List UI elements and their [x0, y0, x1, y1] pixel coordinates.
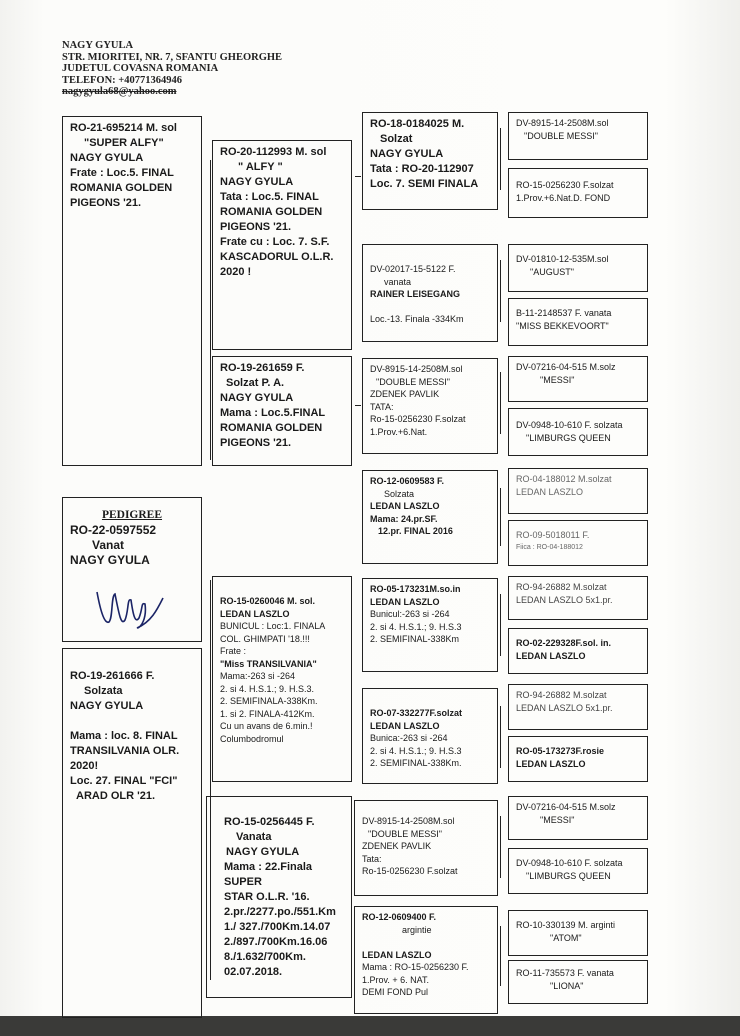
- dam-info-3: 2020!: [70, 760, 99, 772]
- sd-owner: NAGY GYULA: [220, 392, 294, 404]
- g4-4-line: "MISS BEKKEVOORT": [516, 320, 609, 331]
- dam-box: [62, 648, 202, 1018]
- dam-owner: NAGY GYULA: [70, 700, 144, 712]
- g3-8-line: Mama : RO-15-0256230 F.: [362, 962, 469, 972]
- dam-info-5: ARAD OLR '21.: [76, 790, 156, 802]
- dam-spacer: [70, 714, 194, 729]
- ds-info-2: COL. GHIMPATI '18.!!!: [220, 633, 310, 644]
- dam-color: Solzata: [84, 685, 123, 697]
- dd-ring: RO-15-0256445 F.: [224, 816, 315, 828]
- ss-info-1: Tata : Loc.5. FINAL: [220, 191, 319, 203]
- g3-7-ring: DV-8915-14-2508M.sol: [362, 816, 455, 826]
- g4-8-line: Fiica : RO-04-188012: [516, 543, 583, 551]
- dam-info-1: Mama : loc. 8. FINAL: [70, 730, 178, 742]
- g4-10-line: LEDAN LASZLO: [516, 650, 586, 661]
- ss-ring: RO-20-112993 M. sol: [220, 146, 327, 158]
- dd-info-2: SUPER: [224, 876, 262, 888]
- g3-2-line: Loc.-13. Finala -334Km: [370, 314, 464, 324]
- g4-2-line: 1.Prov.+6.Nat.D. FOND: [516, 192, 611, 203]
- g4-13-ring: DV-07216-04-515 M.solz: [516, 802, 616, 812]
- g3-3-line: TATA:: [370, 401, 394, 412]
- g4-12-line: LEDAN LASZLO: [516, 758, 586, 769]
- connector: [210, 160, 211, 460]
- dd-info-3: STAR O.L.R. '16.: [224, 891, 310, 903]
- dam-info-2: TRANSILVANIA OLR.: [70, 745, 180, 757]
- g3-box-6: [362, 688, 498, 784]
- g3-8-line: DEMI FOND Pul: [362, 987, 429, 997]
- g3-6-line: LEDAN LASZLO: [370, 720, 440, 731]
- ds-info-7: 2. SEMIFINALA-338Km.: [220, 696, 318, 706]
- breeder-street: STR. MIORITEI, NR. 7, SFANTU GHEORGHE: [62, 51, 283, 63]
- connector: [355, 176, 361, 177]
- connector: [500, 128, 501, 190]
- ds-info-6: 2. si 4. H.S.1.; 9. H.S.3.: [220, 683, 315, 694]
- g4-3-ring: DV-01810-12-535M.sol: [516, 254, 609, 264]
- g4-14-line: "LIMBURGS QUEEN: [526, 870, 611, 881]
- g3-5-line: LEDAN LASZLO: [370, 596, 440, 607]
- g4-16-line: "LIONA": [550, 980, 584, 991]
- g3-4-line: Mama: 24.pr.SF.: [370, 513, 438, 524]
- g4-8-ring: RO-09-5018011 F.: [516, 530, 590, 540]
- g3-box-1: [362, 112, 498, 210]
- pedigree-box: [62, 497, 202, 642]
- page-edge-shadow: [0, 1016, 740, 1036]
- ds-info-5: Mama:-263 si -264: [220, 671, 296, 681]
- g3-8-line: [362, 936, 490, 949]
- dd-info-7: 8./1.632/700Km.: [224, 951, 306, 963]
- g3-1-line: Tata : RO-20-112907: [370, 163, 474, 175]
- dam-info-4: Loc. 27. FINAL "FCI": [70, 775, 178, 787]
- g3-7-line: "DOUBLE MESSI": [368, 828, 442, 839]
- sd-ring: RO-19-261659 F.: [220, 362, 305, 374]
- sd-info-1: Mama : Loc.5.FINAL: [220, 407, 326, 419]
- g3-4-ring: RO-12-0609583 F.: [370, 476, 445, 486]
- g3-3-line: 1.Prov.+6.Nat.: [370, 426, 428, 437]
- g3-3-line: Ro-15-0256230 F.solzat: [370, 414, 466, 424]
- breeder-header: [62, 40, 282, 98]
- g4-6-line: "LIMBURGS QUEEN: [526, 432, 611, 443]
- g3-box-7: [354, 800, 498, 896]
- dd-info-8: 02.07.2018.: [224, 966, 283, 978]
- g4-box-2: [508, 168, 648, 218]
- g4-box-11: [508, 684, 648, 730]
- ds-info-9: Cu un avans de 6.min.!: [220, 721, 313, 731]
- sire-dam-box: [212, 356, 352, 466]
- g4-box-5: [508, 356, 648, 402]
- sd-info-3: PIGEONS '21.: [220, 437, 292, 449]
- g3-1-line: NAGY GYULA: [370, 148, 444, 160]
- g3-1-line: Loc. 7. SEMI FINALA: [370, 178, 479, 190]
- g3-7-line: Tata:: [362, 853, 382, 864]
- g3-8-ring: RO-12-0609400 F.: [362, 912, 437, 922]
- dam-sire-box: [212, 576, 352, 782]
- sire-box: [62, 116, 202, 466]
- pedigree-sex: Vanat: [92, 538, 125, 552]
- g4-box-1: [508, 112, 648, 160]
- g4-5-line: "MESSI": [540, 374, 575, 385]
- breeder-email: nagygyula68@yahoo.com: [62, 86, 177, 97]
- connector: [500, 594, 501, 656]
- connector: [500, 706, 501, 768]
- ds-owner: LEDAN LASZLO: [220, 608, 290, 619]
- dd-info-6: 2./897./700Km.16.06: [224, 936, 328, 948]
- g3-4-line: Solzata: [384, 488, 415, 499]
- g4-box-13: [508, 796, 648, 840]
- g3-5-ring: RO-05-173231M.so.in: [370, 584, 461, 594]
- g3-box-4: [362, 470, 498, 564]
- g4-13-line: "MESSI": [540, 814, 575, 825]
- g3-6-line: Bunica:-263 si -264: [370, 733, 448, 743]
- g3-7-line: Ro-15-0256230 F.solzat: [362, 866, 458, 876]
- g3-8-line: argintie: [402, 924, 432, 935]
- g4-box-12: [508, 736, 648, 782]
- g3-8-line: 1.Prov. + 6. NAT.: [362, 974, 429, 985]
- g4-11-line: LEDAN LASZLO 5x1.pr.: [516, 702, 613, 713]
- g4-box-16: [508, 960, 648, 1004]
- g3-2-line: RAINER LEISEGANG: [370, 289, 461, 299]
- g4-3-line: "AUGUST": [530, 266, 574, 277]
- g4-7-ring: RO-04-188012 M.solzat: [516, 474, 612, 484]
- g3-1-ring: RO-18-0184025 M.: [370, 118, 465, 130]
- g3-8-line: LEDAN LASZLO: [362, 949, 432, 960]
- dd-info-5: 1./ 327./700Km.14.07: [224, 921, 331, 933]
- g3-3-line: "DOUBLE MESSI": [376, 376, 450, 387]
- g4-box-14: [508, 848, 648, 894]
- g4-box-8: [508, 520, 648, 566]
- g3-2-line: vanata: [384, 276, 412, 287]
- dd-info-1: Mama : 22.Finala: [224, 861, 313, 873]
- connector: [355, 405, 361, 406]
- g3-4-line: LEDAN LASZLO: [370, 501, 440, 511]
- ss-name: " ALFY ": [238, 161, 283, 173]
- g3-2-line: [370, 301, 490, 314]
- g4-6-ring: DV-0948-10-610 F. solzata: [516, 420, 623, 430]
- g4-1-ring: DV-8915-14-2508M.sol: [516, 118, 609, 128]
- ss-info-4: Frate cu : Loc. 7. S.F.: [220, 236, 330, 248]
- g4-16-ring: RO-11-735573 F. vanata: [516, 968, 614, 978]
- g3-1-line: Solzat: [380, 133, 413, 145]
- g4-9-line: LEDAN LASZLO 5x1.pr.: [516, 594, 613, 605]
- ss-owner: NAGY GYULA: [220, 176, 294, 188]
- g4-box-7: [508, 468, 648, 514]
- g3-7-line: ZDENEK PAVLIK: [362, 841, 432, 851]
- dam-dam-box: [206, 796, 352, 998]
- sire-ring: RO-21-695214 M. sol: [70, 122, 177, 134]
- g3-3-line: ZDENEK PAVLIK: [370, 389, 440, 399]
- sd-color: Solzat P. A.: [226, 377, 285, 389]
- sire-info-2: ROMANIA GOLDEN: [70, 182, 173, 194]
- g4-12-ring: RO-05-173273F.rosie: [516, 746, 605, 756]
- connector: [500, 926, 501, 986]
- g4-box-6: [508, 408, 648, 456]
- g4-15-ring: RO-10-330139 M. arginti: [516, 920, 616, 930]
- g3-box-8: [354, 906, 498, 1014]
- g3-6-line: 2. si 4. H.S.1.; 9. H.S.3: [370, 745, 462, 756]
- dd-info-4: 2.pr./2277.po./551.Km: [224, 906, 336, 918]
- breeder-name: NAGY GYULA: [62, 40, 134, 51]
- sire-name: "SUPER ALFY": [84, 137, 164, 149]
- dam-ring: RO-19-261666 F.: [70, 670, 155, 682]
- sire-info-1: Frate : Loc.5. FINAL: [70, 167, 174, 179]
- g3-6-ring: RO-07-332277F.solzat: [370, 708, 463, 718]
- ds-info-3: Frate :: [220, 646, 247, 656]
- g4-7-line: LEDAN LASZLO: [516, 486, 584, 497]
- ss-info-5: KASCADORUL O.L.R.: [220, 251, 334, 263]
- g4-15-line: "ATOM": [550, 932, 582, 943]
- dd-color: Vanata: [236, 831, 272, 843]
- dd-owner: NAGY GYULA: [226, 846, 300, 858]
- g3-2-ring: DV-02017-15-5122 F.: [370, 264, 456, 274]
- ds-ring: RO-15-0260046 M. sol.: [220, 596, 316, 606]
- g3-5-line: 2. SEMIFINAL-338Km: [370, 634, 460, 644]
- sire-sire-box: [212, 140, 352, 350]
- ds-info-4: "Miss TRANSILVANIA": [220, 658, 317, 669]
- ss-info-3: PIGEONS '21.: [220, 221, 292, 233]
- g4-4-ring: B-11-2148537 F. vanata: [516, 308, 612, 318]
- g3-5-line: Bunicul:-263 si -264: [370, 609, 450, 619]
- ds-info-10: Columbodromul: [220, 733, 284, 744]
- pedigree-owner: NAGY GYULA: [70, 553, 150, 567]
- g3-5-line: 2. si 4. H.S.1.; 9. H.S.3: [370, 621, 462, 632]
- g4-14-ring: DV-0948-10-610 F. solzata: [516, 858, 623, 868]
- g4-2-ring: RO-15-0256230 F.solzat: [516, 180, 614, 190]
- g3-box-5: [362, 578, 498, 672]
- pedigree-title: PEDIGREE: [101, 509, 163, 521]
- connector: [500, 372, 501, 434]
- ds-info-1: BUNICUL : Loc:1. FINALA: [220, 621, 326, 631]
- g3-3-ring: DV-8915-14-2508M.sol: [370, 364, 463, 374]
- pedigree-ring: RO-22-0597552: [70, 523, 157, 537]
- g4-box-10: [508, 628, 648, 674]
- connector: [500, 816, 501, 878]
- g4-11-ring: RO-94-26882 M.solzat: [516, 690, 607, 700]
- g4-1-line: "DOUBLE MESSI": [524, 130, 598, 141]
- signature-icon: [91, 584, 171, 630]
- ss-info-2: ROMANIA GOLDEN: [220, 206, 323, 218]
- g3-box-2: [362, 244, 498, 342]
- sire-owner: NAGY GYULA: [70, 152, 144, 164]
- g4-box-15: [508, 910, 648, 956]
- connector: [500, 488, 501, 546]
- g4-5-ring: DV-07216-04-515 M.solz: [516, 362, 616, 372]
- g4-10-ring: RO-02-229328F.sol. in.: [516, 638, 612, 648]
- sire-info-3: PIGEONS '21.: [70, 197, 142, 209]
- g4-9-ring: RO-94-26882 M.solzat: [516, 582, 607, 592]
- g4-box-3: [508, 244, 648, 292]
- g4-box-9: [508, 576, 648, 620]
- sd-info-2: ROMANIA GOLDEN: [220, 422, 323, 434]
- breeder-phone: TELEFON: +40771364946: [62, 74, 183, 86]
- g3-6-line: 2. SEMIFINAL-338Km.: [370, 758, 462, 768]
- g3-4-line: 12.pr. FINAL 2016: [378, 526, 453, 536]
- ss-info-6: 2020 !: [220, 266, 252, 278]
- g4-box-4: [508, 298, 648, 346]
- connector: [500, 260, 501, 322]
- breeder-county: JUDETUL COVASNA ROMANIA: [62, 63, 219, 74]
- g3-box-3: [362, 358, 498, 454]
- ds-info-8: 1. si 2. FINALA-412Km.: [220, 708, 315, 719]
